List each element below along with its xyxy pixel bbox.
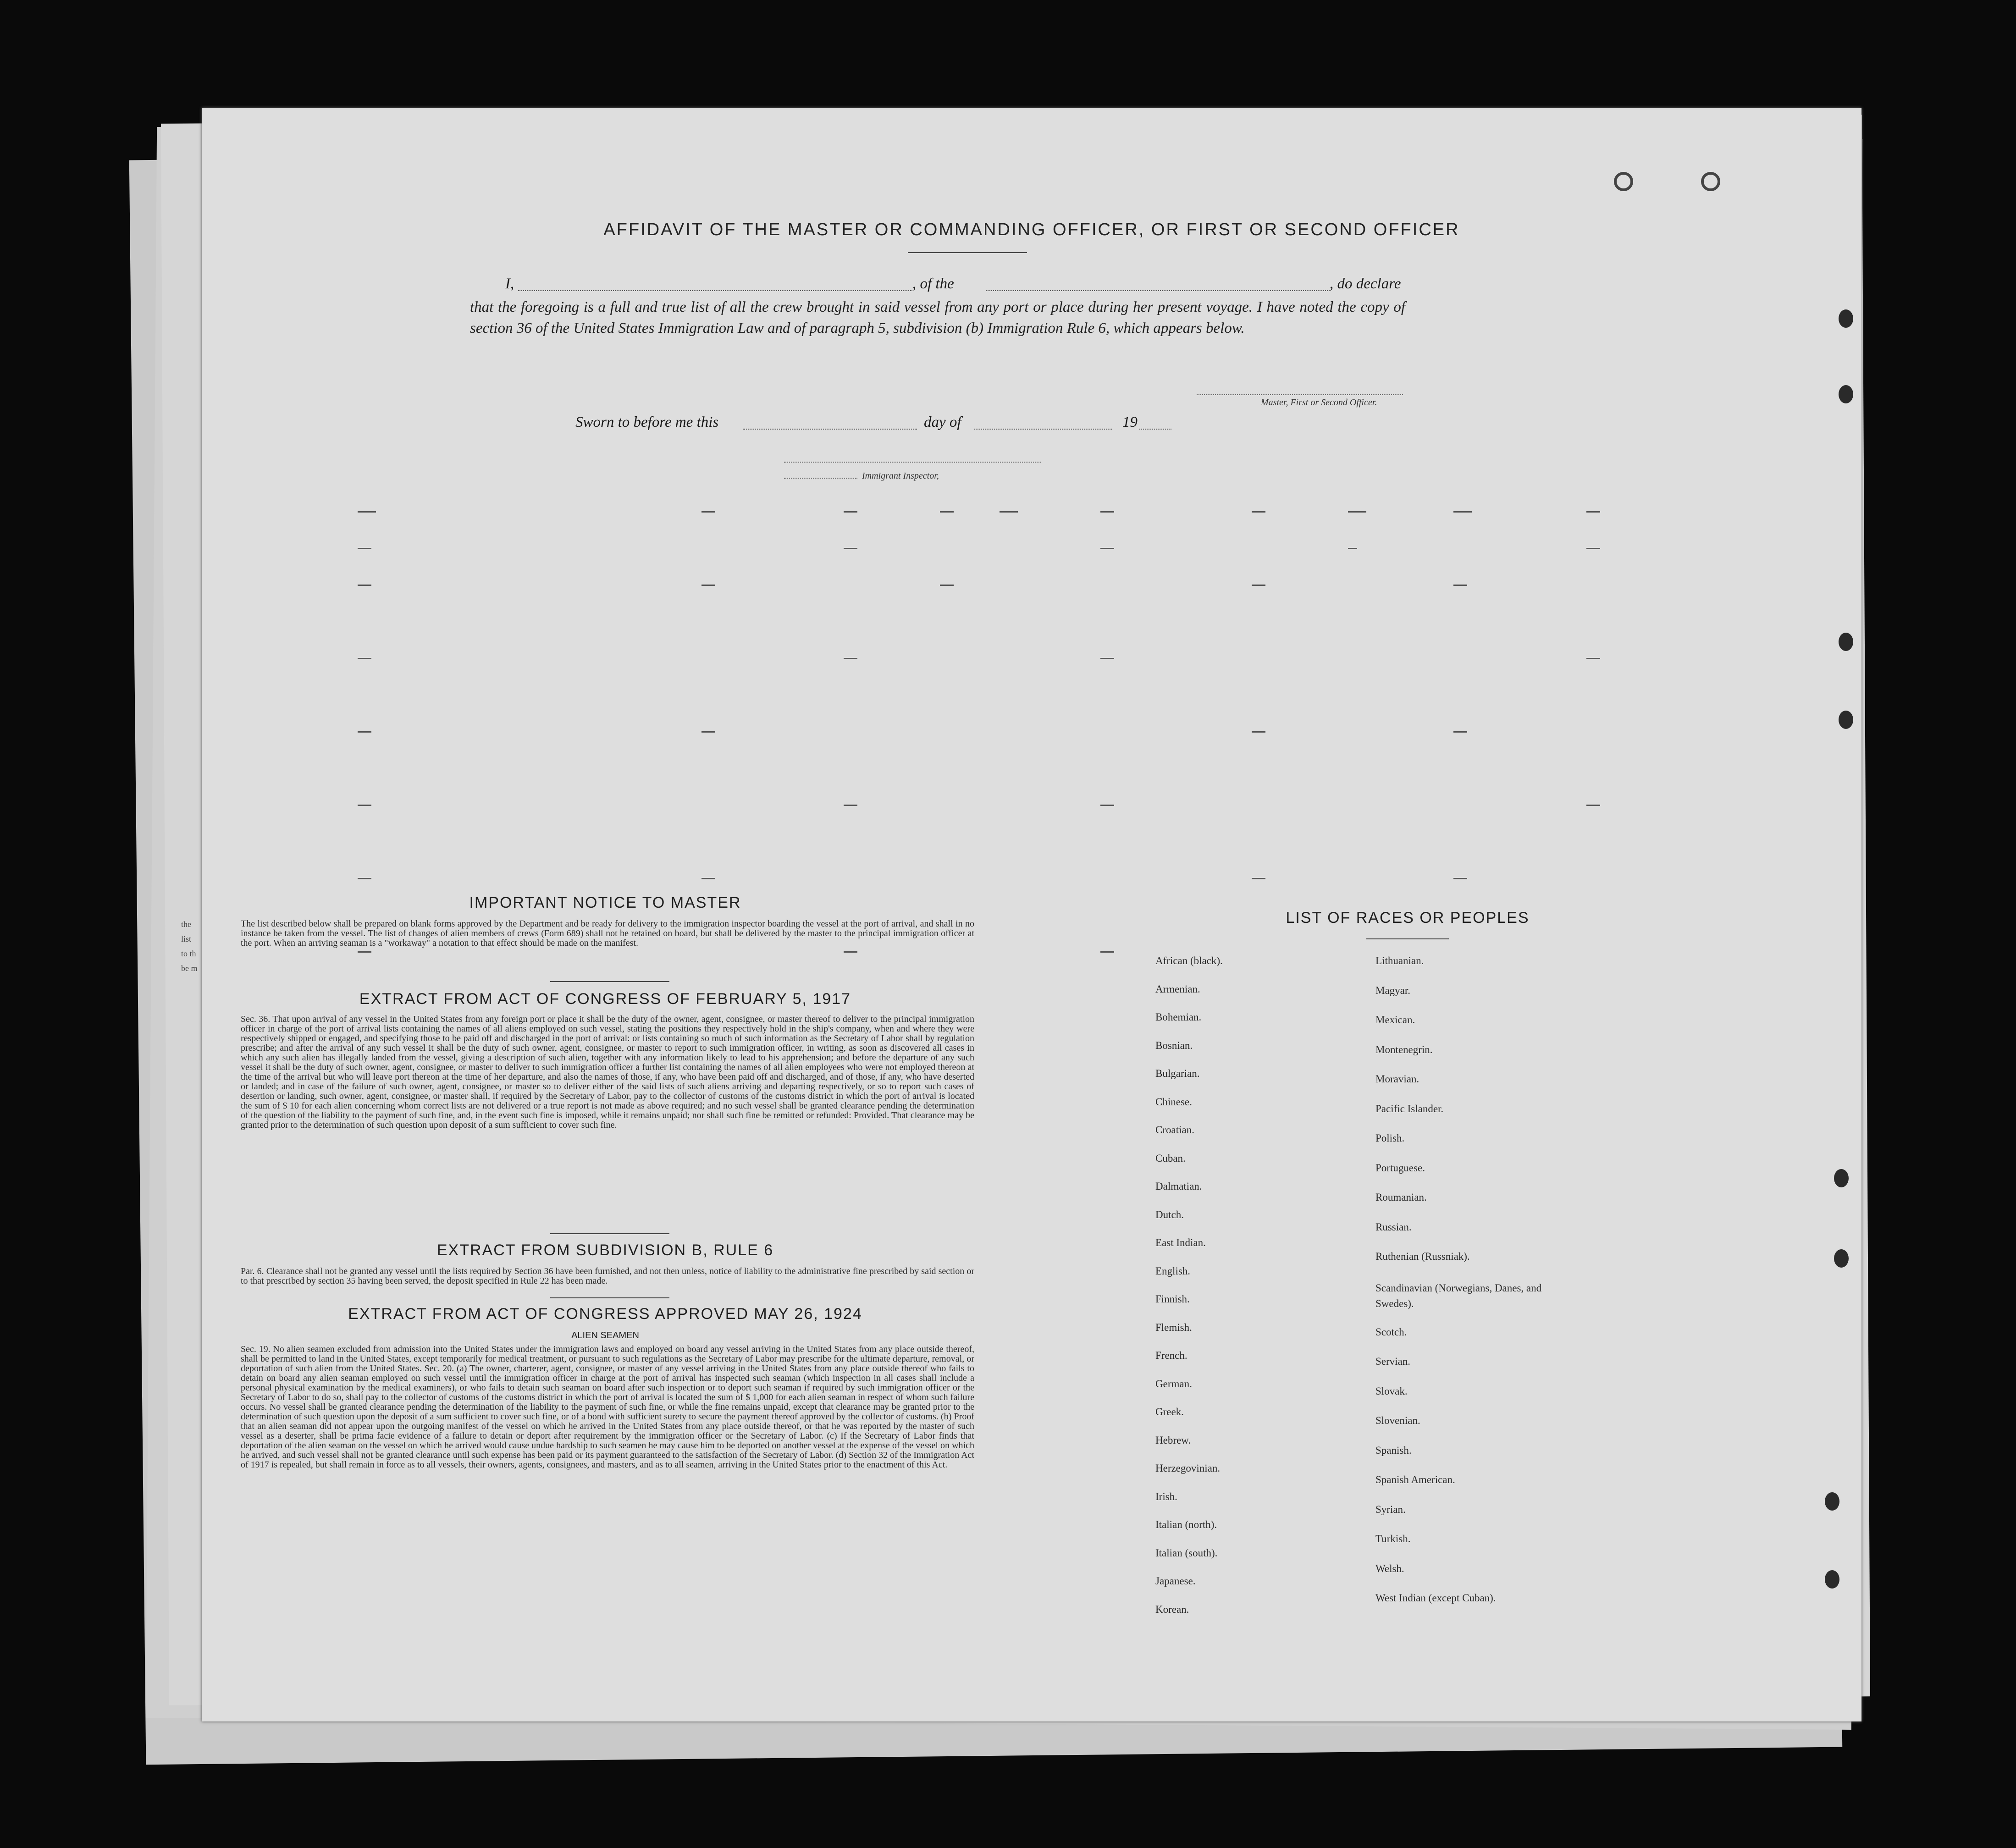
text-of-the: , of the [912, 276, 954, 292]
race-entry: Armenian. [1155, 983, 1200, 995]
race-entry: Ruthenian (Russniak). [1375, 1251, 1470, 1262]
race-entry: Hebrew. [1155, 1434, 1191, 1446]
race-entry: Finnish. [1155, 1293, 1190, 1305]
race-entry: Polish. [1375, 1132, 1405, 1144]
affidavit-body: that the foregoing is a full and true list of all the crew brought in said vessel from any port or place during her present voyage. I have noted the copy of section 36 of the United States Immigration Law and of paragraph 5, subdivision (b) Immigration Rule 6, which appears below. [470, 299, 1405, 337]
race-entry: Pacific Islander. [1375, 1103, 1444, 1114]
inspector-label: Immigrant Inspector, [862, 471, 939, 481]
race-entry: Scandinavian (Norwegians, Danes, and Swedes). [1375, 1282, 1542, 1309]
race-entry: Bulgarian. [1155, 1068, 1200, 1079]
race-entry: Croatian. [1155, 1124, 1194, 1136]
race-entry: Italian (north). [1155, 1519, 1217, 1530]
text-i: I, [505, 276, 514, 292]
race-entry: Welsh. [1375, 1562, 1404, 1574]
race-entry: Moravian. [1375, 1073, 1419, 1085]
race-entry: Slovak. [1375, 1385, 1408, 1397]
race-entry: Scotch. [1375, 1326, 1407, 1338]
underlying-page-edge: the list to th be m [181, 920, 198, 973]
race-entry: Turkish. [1375, 1533, 1411, 1545]
race-entry: Servian. [1375, 1356, 1411, 1367]
alien-seamen-subtitle: ALIEN SEAMEN [571, 1330, 639, 1340]
extract-1917-rule [550, 1233, 669, 1234]
notice-title: IMPORTANT NOTICE TO MASTER [469, 894, 741, 911]
race-entry: Flemish. [1155, 1321, 1192, 1333]
day-of-text: day of [924, 414, 961, 430]
race-entry: Lithuanian. [1375, 955, 1424, 966]
race-entry: Portuguese. [1375, 1162, 1425, 1174]
race-entry: Chinese. [1155, 1096, 1192, 1108]
affidavit-title: AFFIDAVIT OF THE MASTER OR COMMANDING OFFICER, OR FIRST OR SECOND OFFICER [603, 220, 1460, 239]
text-do-declare: , do declare [1330, 276, 1401, 292]
races-rule [1366, 938, 1449, 939]
race-entry: Cuban. [1155, 1152, 1186, 1164]
race-entry: Russian. [1375, 1221, 1412, 1233]
race-entry: Korean. [1155, 1603, 1189, 1615]
race-entry: Roumanian. [1375, 1192, 1427, 1203]
race-entry: East Indian. [1155, 1237, 1206, 1248]
sworn-text: Sworn to before me this [575, 414, 719, 430]
master-signature-label: Master, First or Second Officer. [1261, 397, 1377, 408]
race-entry: Spanish American. [1375, 1474, 1455, 1485]
race-entry: West Indian (except Cuban). [1375, 1592, 1496, 1604]
race-entry: Greek. [1155, 1406, 1184, 1418]
year-prefix: 19 [1122, 414, 1138, 430]
extract-rule6-title: EXTRACT FROM SUBDIVISION B, RULE 6 [436, 1241, 774, 1259]
extract-rule6-body: Par. 6. Clearance shall not be granted any vessel until the lists required by Section 36 have been furnished, and not then unless, notice of liability to the administrative fine prescribed by said section or to that prescribed by section 35 having been served, the deposit specified in Rule 22 has been made. [241, 1266, 974, 1286]
races-title: LIST OF RACES OR PEOPLES [1286, 909, 1530, 927]
race-entry: Syrian. [1375, 1503, 1406, 1515]
race-entry: German. [1155, 1378, 1192, 1390]
race-entry: English. [1155, 1265, 1191, 1277]
race-entry: Magyar. [1375, 984, 1411, 996]
race-entry: Slovenian. [1375, 1415, 1420, 1426]
notice-body: The list described below shall be prepared on blank forms approved by the Department and be ready for delivery to the immigration inspector boarding the vessel at the port of arrival, and shall in no instance be taken from the vessel. The list of changes of alien members of crews (Form 689) shall not be retained on board, but shall be delivered by the master to the principal immigration officer at the port. When an arriving seaman is a "workaway" a notation to that effect should be made on the manifest. [241, 919, 974, 948]
extract-1917-title: EXTRACT FROM ACT OF CONGRESS OF FEBRUARY 5, 1917 [359, 990, 851, 1008]
extract-1917-body: Sec. 36. That upon arrival of any vessel in the United States from any foreign port or place it shall be the duty of the owner, agent, consignee, or master thereof to deliver to the principal immigration officer in charge of the port of arrival lists containing the names of all aliens employed on such vessel, stating the positions they respectively hold in the ship's company, when and where they were respectively shipped or engaged, and specifying those to be paid off and discharged in the port of arrival: or lists containing so much of such information as the Secretary of Labor shall by regulation prescribe; and after the arrival of any such vessel it shall be the duty of such owner, agent, consignee, or master to report to such immigration officer, in writing, as soon as discovered all cases in which any such alien has illegally landed from the vessel, giving a description of such alien, together with any information likely to lead to his apprehension; and before the departure of any such vessel it shall be the duty of such owner, agent, consignee, or master to deliver to such immigration officer a further list containing the names of all alien employees who were not employed thereon at the time of the arrival but who will leave port thereon at the time of her departure, and also the names of those, if any, who have been paid off and discharged, and of those, if any, who have deserted or landed; and in case of the failure of such owner, agent, consignee, or master so to deliver either of the said lists of such aliens arriving and departing respectively, or so to report such cases of desertion or landing, such owner, agent, consignee, or master shall, if required by the Secretary of Labor, pay to the collector of customs of the customs district in which the port of arrival is located the sum of $ 10 for each alien concerning whom correct lists are not delivered or a true report is not made as above required; and no such vessel shall be granted clearance pending the determination of the question of the liability to the payment of such fine, and, in the event such fine is imposed, while it remains unpaid; nor shall such fine be remitted or refunded: Provided. That clearance may be granted prior to the determination of such question upon deposit of a sum sufficient to cover such fine. [241, 1014, 974, 1130]
race-entry: Mexican. [1375, 1014, 1415, 1026]
notice-rule [550, 981, 669, 982]
race-entry: Italian (south). [1155, 1547, 1218, 1559]
race-entry: Montenegrin. [1375, 1043, 1433, 1055]
race-entry: Bohemian. [1155, 1011, 1202, 1023]
race-entry: Bosnian. [1155, 1039, 1193, 1051]
race-entry: French. [1155, 1350, 1188, 1361]
race-entry: Irish. [1155, 1490, 1177, 1502]
extract-1924-title: EXTRACT FROM ACT OF CONGRESS APPROVED MAY 26, 1924 [348, 1305, 862, 1323]
race-entry: Dutch. [1155, 1208, 1184, 1220]
race-entry: Spanish. [1375, 1444, 1412, 1456]
manifest-back-page [202, 108, 1861, 1721]
extract-1924-body: Sec. 19. No alien seamen excluded from admission into the United States under the immigration laws and employed on board any vessel arriving in the United States from any place outside thereof, shall be permitted to land in the United States, except temporarily for medical treatment, or pursuant to such regulations as the Secretary of Labor may prescribe for the ultimate departure, removal, or deportation of such alien from the United States. Sec. 20. (a) The owner, charterer, agent, consignee, or master of any vessel arriving in the United States from any place outside thereof who fails to detain on board any alien seaman employed on such vessel until the immigration officer in charge at the port of arrival has inspected such seaman (which inspection in all cases shall include a personal physical examination by the medical examiners), or who fails to detain such seaman on board after such inspection or to deport such seaman if required by such immigration officer or the Secretary of Labor to do so, shall pay to the collector of customs of the customs district in which the port of arrival is located the sum of $ 1,000 for each alien seaman in respect of whom such failure occurs. No vessel shall be granted clearance pending the determination of the liability to the payment of such fine, or while the fine remains unpaid, except that clearance may be granted prior to the determination of such question upon the deposit of a sum sufficient to cover such fine, or of a bond with sufficient surety to secure the payment thereof approved by the collector of customs. (b) Proof that an alien seaman did not appear upon the outgoing manifest of the vessel on which he arrived in the United States from any place outside thereof, or that he was reported by the master of such vessel as a deserter, shall be prima facie evidence of a failure to detain or deport after requirement by the immigration officer or the Secretary of Labor. (c) If the Secretary of Labor finds that deportation of the alien seaman on the vessel on which he arrived would cause undue hardship to such seamen he may cause him to be deported on another vessel at the expense of the vessel on which he arrived, and such vessel shall not be granted clearance until such expense has been paid or its payment guaranteed to the satisfaction of the Secretary of Labor. (d) Section 32 of the Immigration Act of 1917 is repealed, but shall remain in force as to all vessels, their owners, agents, consignees, and masters, and as to all seamen, arriving in the United States prior to the enactment of this Act. [241, 1344, 974, 1470]
race-entry: Herzegovinian. [1155, 1462, 1221, 1474]
race-entry: African (black). [1155, 955, 1223, 966]
race-entry: Japanese. [1155, 1575, 1196, 1587]
extract-rule6-rule [550, 1297, 669, 1298]
race-entry: Dalmatian. [1155, 1181, 1202, 1192]
